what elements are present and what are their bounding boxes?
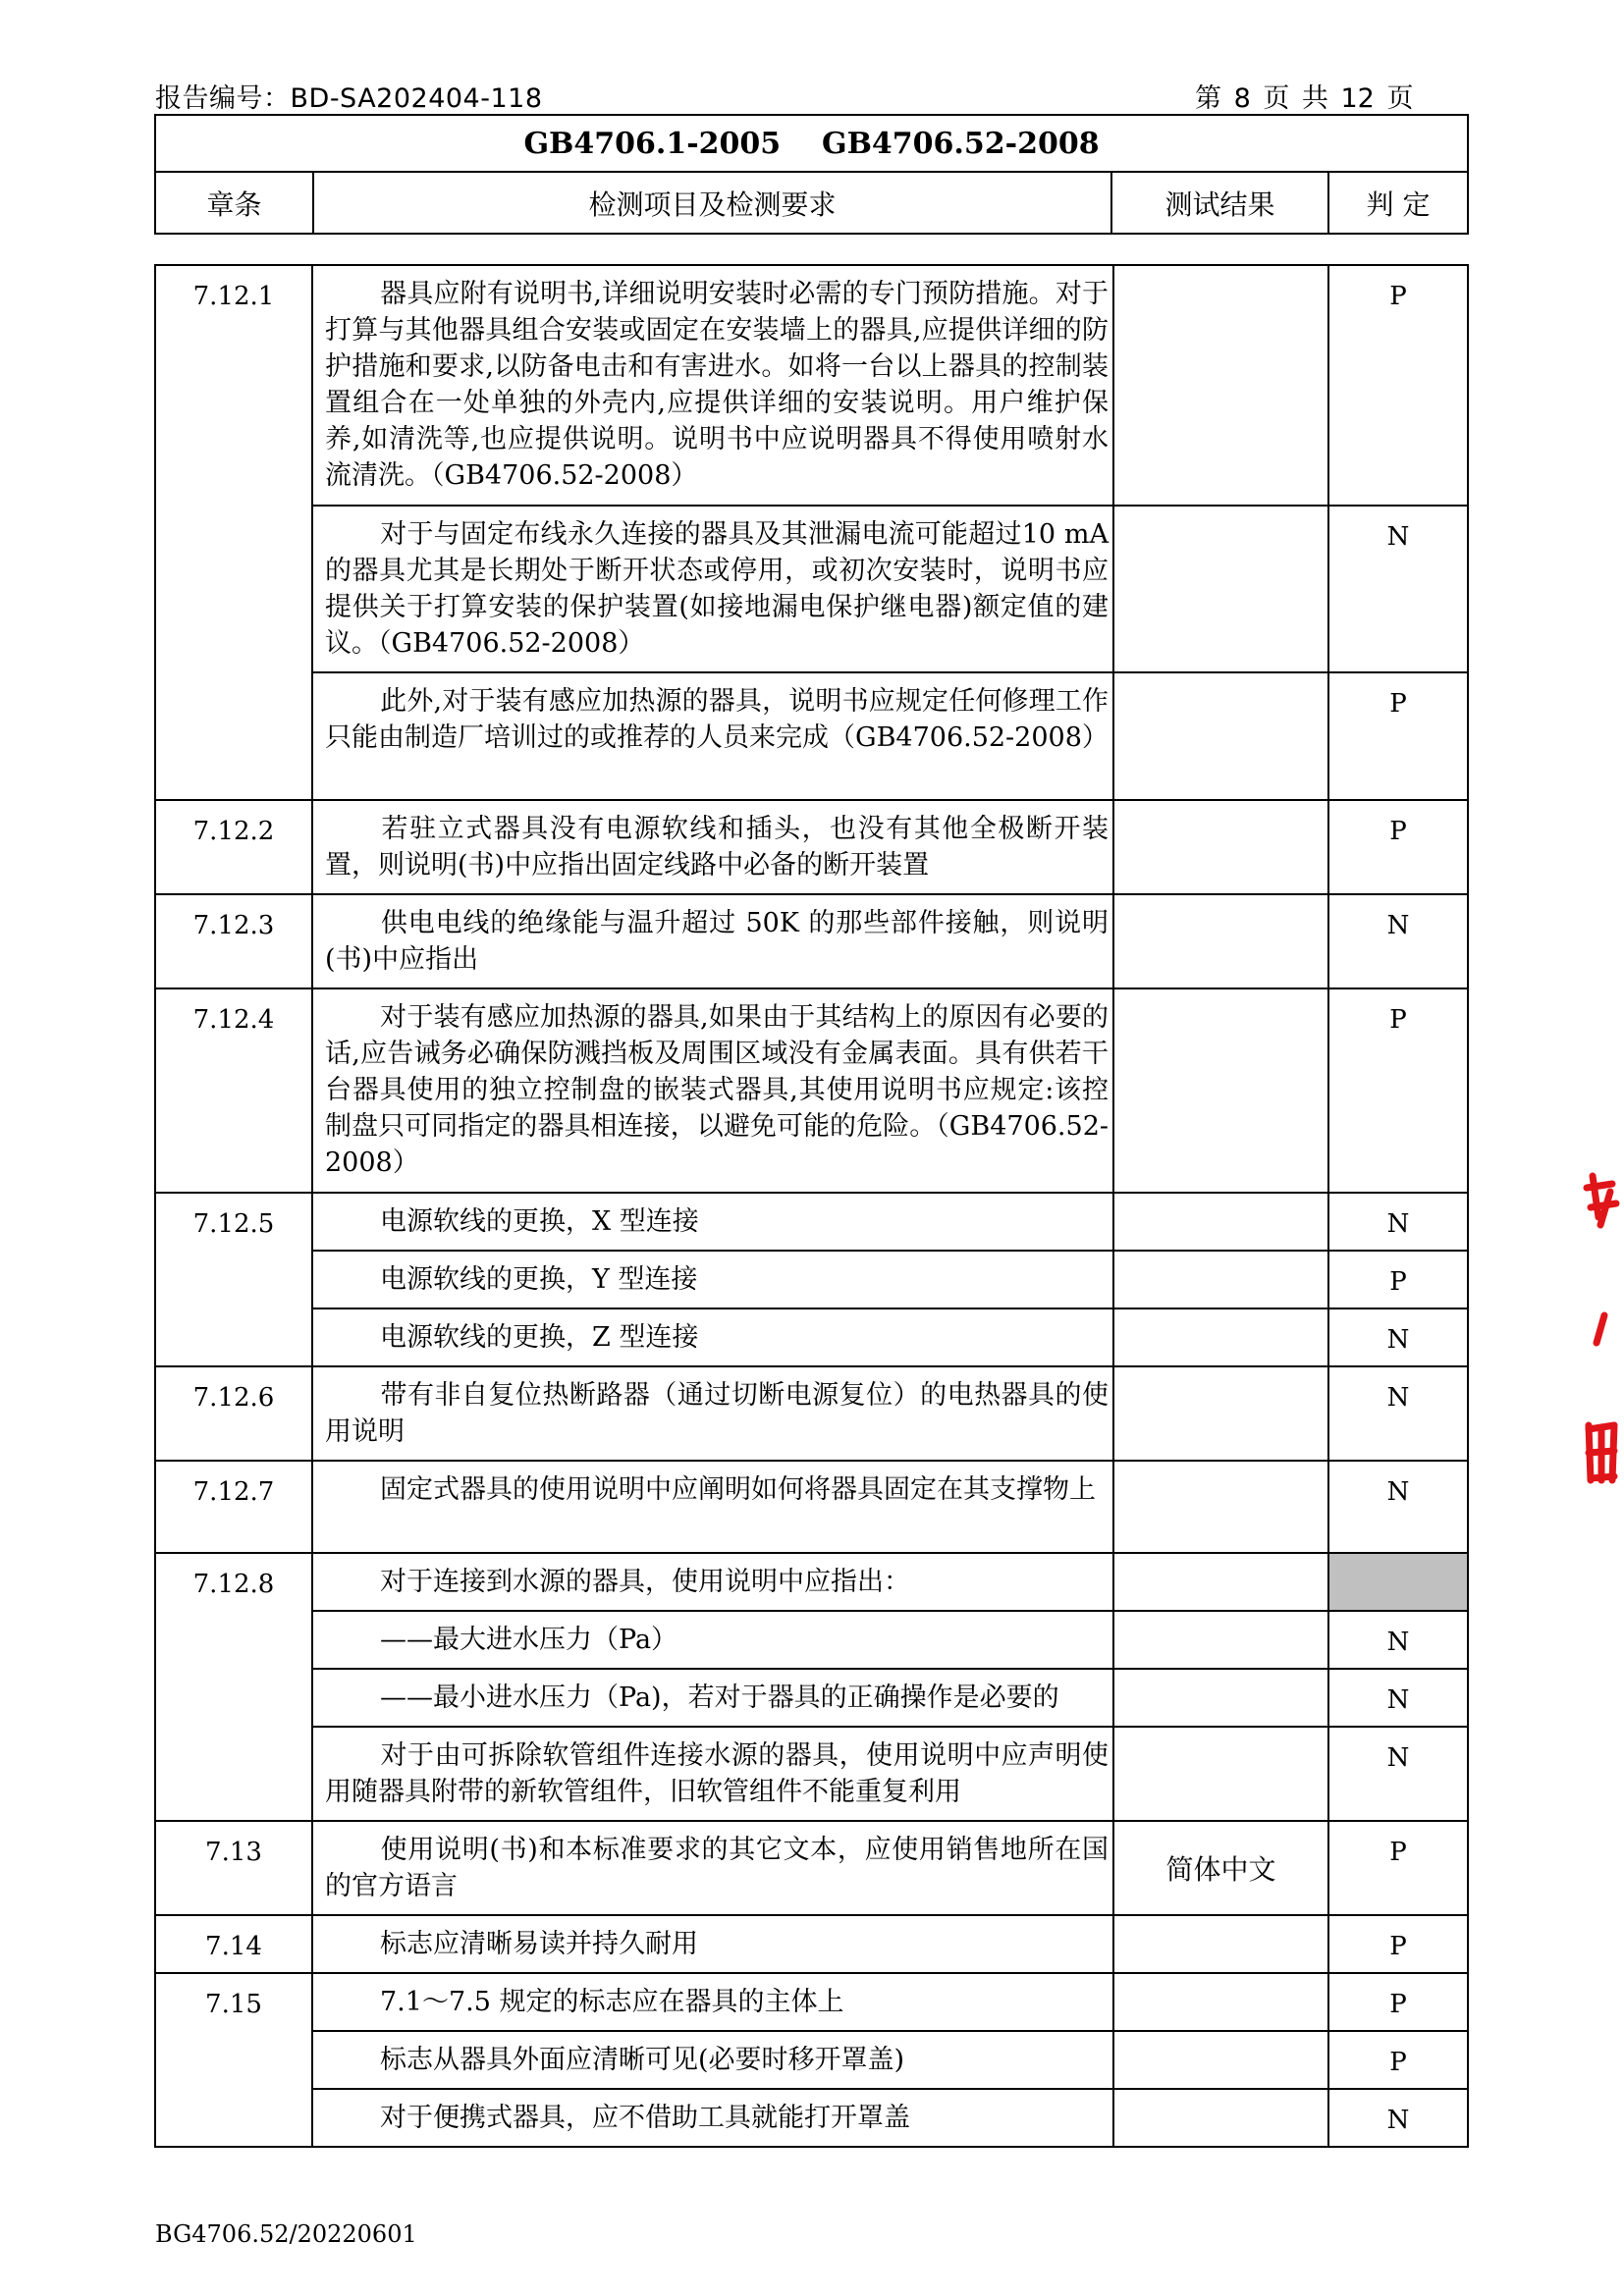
requirement-text: 标志从器具外面应清晰可见(必要时移开罩盖) [380,2045,905,2075]
result-cell [1113,2089,1328,2147]
verdict-cell: N [1328,1366,1468,1461]
table-row [155,988,1468,1193]
table-row [155,1553,1468,1611]
requirements-rows [155,265,1468,2147]
result-cell [1113,988,1328,1193]
result-cell [1113,265,1328,506]
form-code-footer: BG4706.52/20220601 [155,2220,417,2248]
verdict-cell: P [1328,2031,1468,2089]
verdict-cell: P [1328,800,1468,894]
table-row [155,1193,1468,1251]
requirement-text: 对于由可拆除软管组件连接水源的器具，使用说明中应声明使用随器具附带的新软管组件，旧软管组件不能重复利用 [325,1740,1109,1807]
table-row [155,1251,1468,1308]
requirement-cell [312,1611,1113,1669]
requirement-text: 电源软线的更换，Y 型连接 [380,1264,698,1295]
column-header-verdict: 判 定 [1328,172,1468,234]
requirement-cell [312,1308,1113,1366]
requirement-text: 供电电线的绝缘能与温升超过 50K 的那些部件接触，则说明(书)中应指出 [325,908,1109,975]
result-cell [1113,1973,1328,2031]
requirement-cell [312,672,1113,800]
requirement-cell [312,1915,1113,1973]
requirement-cell [312,2031,1113,2089]
column-header-result: 测试结果 [1111,172,1328,234]
result-cell [1113,1461,1328,1553]
clause-cell: 7.14 [155,1915,312,1973]
table-row [155,1727,1468,1821]
table-row [155,2089,1468,2147]
table-row [155,1308,1468,1366]
requirement-cell [312,1553,1113,1611]
result-cell [1113,1727,1328,1821]
clause-cell: 7.12.3 [155,894,312,988]
result-cell [1113,1251,1328,1308]
requirement-cell [312,506,1113,672]
requirement-text: 7.1～7.5 规定的标志应在器具的主体上 [380,1987,844,2017]
result-cell [1113,1308,1328,1366]
requirement-text: 此外,对于装有感应加热源的器具，说明书应规定任何修理工作只能由制造厂培训过的或推荐的人员来完成（GB4706.52-2008） [325,686,1109,753]
table-row [155,265,1468,506]
clause-cell: 7.12.7 [155,1461,312,1553]
verdict-cell: P [1328,265,1468,506]
result-cell [1113,1611,1328,1669]
result-cell [1113,1553,1328,1611]
verdict-cell: N [1328,2089,1468,2147]
requirement-text: ——最小进水压力（Pa)，若对于器具的正确操作是必要的 [380,1682,1059,1713]
clause-cell: 7.15 [155,1973,312,2147]
requirement-cell [312,1973,1113,2031]
clause-cell: 7.13 [155,1821,312,1915]
requirement-cell [312,1669,1113,1727]
requirement-text: 对于连接到水源的器具，使用说明中应指出： [380,1567,910,1597]
verdict-cell: N [1328,894,1468,988]
verdict-cell: N [1328,1611,1468,1669]
requirement-cell [312,1366,1113,1461]
requirement-cell [312,1251,1113,1308]
result-cell [1113,1669,1328,1727]
clause-cell: 7.12.1 [155,265,312,800]
table-row [155,1611,1468,1669]
column-header-requirement: 检测项目及检测要求 [313,172,1111,234]
clause-cell: 7.12.6 [155,1366,312,1461]
requirement-text: 固定式器具的使用说明中应阐明如何将器具固定在其支撑物上 [380,1474,1096,1505]
column-header-clause: 章条 [155,172,313,234]
verdict-cell: P [1328,672,1468,800]
table-row [155,672,1468,800]
requirement-text: 对于装有感应加热源的器具,如果由于其结构上的原因有必要的话,应告诫务必确保防溅挡板及周围区域没有金属表面。具有供若干台器具使用的独立控制盘的嵌装式器具,其使用说明书应规定:该控制盘只可同指定的器具相连接，以避免可能的危险。（GB4706.52-2008） [325,1002,1109,1178]
verdict-cell: N [1328,1308,1468,1366]
verdict-cell: N [1328,1727,1468,1821]
table-row [155,506,1468,672]
result-cell [1113,672,1328,800]
requirement-text: 器具应附有说明书,详细说明安装时必需的专门预防措施。对于打算与其他器具组合安装或固定在安装墙上的器具,应提供详细的防护措施和要求,以防备电击和有害进水。如将一台以上器具的控制装置组合在一处单独的外壳内,应提供详细的安装说明。用户维护保养,如清洗等,也应提供说明。说明书中应说明器具不得使用喷射水流清洗。（GB4706.52-2008） [325,279,1109,491]
clause-cell: 7.12.8 [155,1553,312,1821]
requirement-text: 使用说明(书)和本标准要求的其它文本，应使用销售地所在国的官方语言 [325,1835,1109,1901]
requirement-text: 标志应清晰易读并持久耐用 [380,1929,698,1959]
result-cell: 简体中文 [1113,1821,1328,1915]
clause-cell: 7.12.5 [155,1193,312,1366]
standard-title: GB4706.1-2005 GB4706.52-2008 [155,115,1468,172]
result-cell [1113,1915,1328,1973]
verdict-cell: N [1328,1193,1468,1251]
table-row [155,800,1468,894]
requirement-text: 电源软线的更换，X 型连接 [380,1206,699,1237]
requirement-cell [312,988,1113,1193]
table-row [155,1973,1468,2031]
requirement-cell [312,1461,1113,1553]
table-row [155,1821,1468,1915]
table-row [155,1669,1468,1727]
table-row [155,1366,1468,1461]
report-number [155,77,543,115]
report-number-value: BD-SA202404-118 [290,83,543,114]
requirement-cell [312,1821,1113,1915]
requirement-cell [312,1193,1113,1251]
verdict-cell: P [1328,1251,1468,1308]
requirement-text: 带有非自复位热断路器（通过切断电源复位）的电热器具的使用说明 [325,1380,1109,1447]
result-cell [1113,1366,1328,1461]
verdict-cell: P [1328,1973,1468,2031]
requirement-cell [312,1727,1113,1821]
requirements-table [154,264,1469,2148]
table-row [155,1461,1468,1553]
requirement-text: 对于便携式器具，应不借助工具就能打开罩盖 [380,2103,910,2133]
verdict-cell: N [1328,506,1468,672]
result-cell [1113,2031,1328,2089]
verdict-cell: P [1328,988,1468,1193]
requirement-cell [312,265,1113,506]
table-row [155,894,1468,988]
page-indicator: 第 8 页 共 12 页 [1195,83,1414,114]
requirement-cell [312,894,1113,988]
requirement-text: 电源软线的更换，Z 型连接 [380,1322,699,1353]
requirement-text: ——最大进水压力（Pa） [380,1625,678,1655]
requirement-text: 对于与固定布线永久连接的器具及其泄漏电流可能超过10 mA 的器具尤其是长期处于断开状态或停用，或初次安装时，说明书应提供关于打算安装的保护装置(如接地漏电保护继电器)额定值的建议。（GB4706.52-2008） [325,519,1109,659]
red-seal-stamp-fragment [1583,1168,1624,1492]
clause-cell: 7.12.4 [155,988,312,1193]
report-number-label: 报告编号： [155,83,291,114]
requirement-cell [312,2089,1113,2147]
verdict-cell-shaded [1328,1553,1468,1611]
verdict-cell: P [1328,1915,1468,1973]
table-row [155,1915,1468,1973]
result-cell [1113,800,1328,894]
clause-cell: 7.12.2 [155,800,312,894]
requirement-text: 若驻立式器具没有电源软线和插头，也没有其他全极断开装置，则说明(书)中应指出固定线路中必备的断开装置 [325,814,1109,881]
verdict-cell: N [1328,1461,1468,1553]
verdict-cell: N [1328,1669,1468,1727]
header-table [154,114,1469,235]
result-cell [1113,1193,1328,1251]
requirement-cell [312,800,1113,894]
table-row [155,2031,1468,2089]
result-cell [1113,894,1328,988]
result-cell [1113,506,1328,672]
verdict-cell: P [1328,1821,1468,1915]
